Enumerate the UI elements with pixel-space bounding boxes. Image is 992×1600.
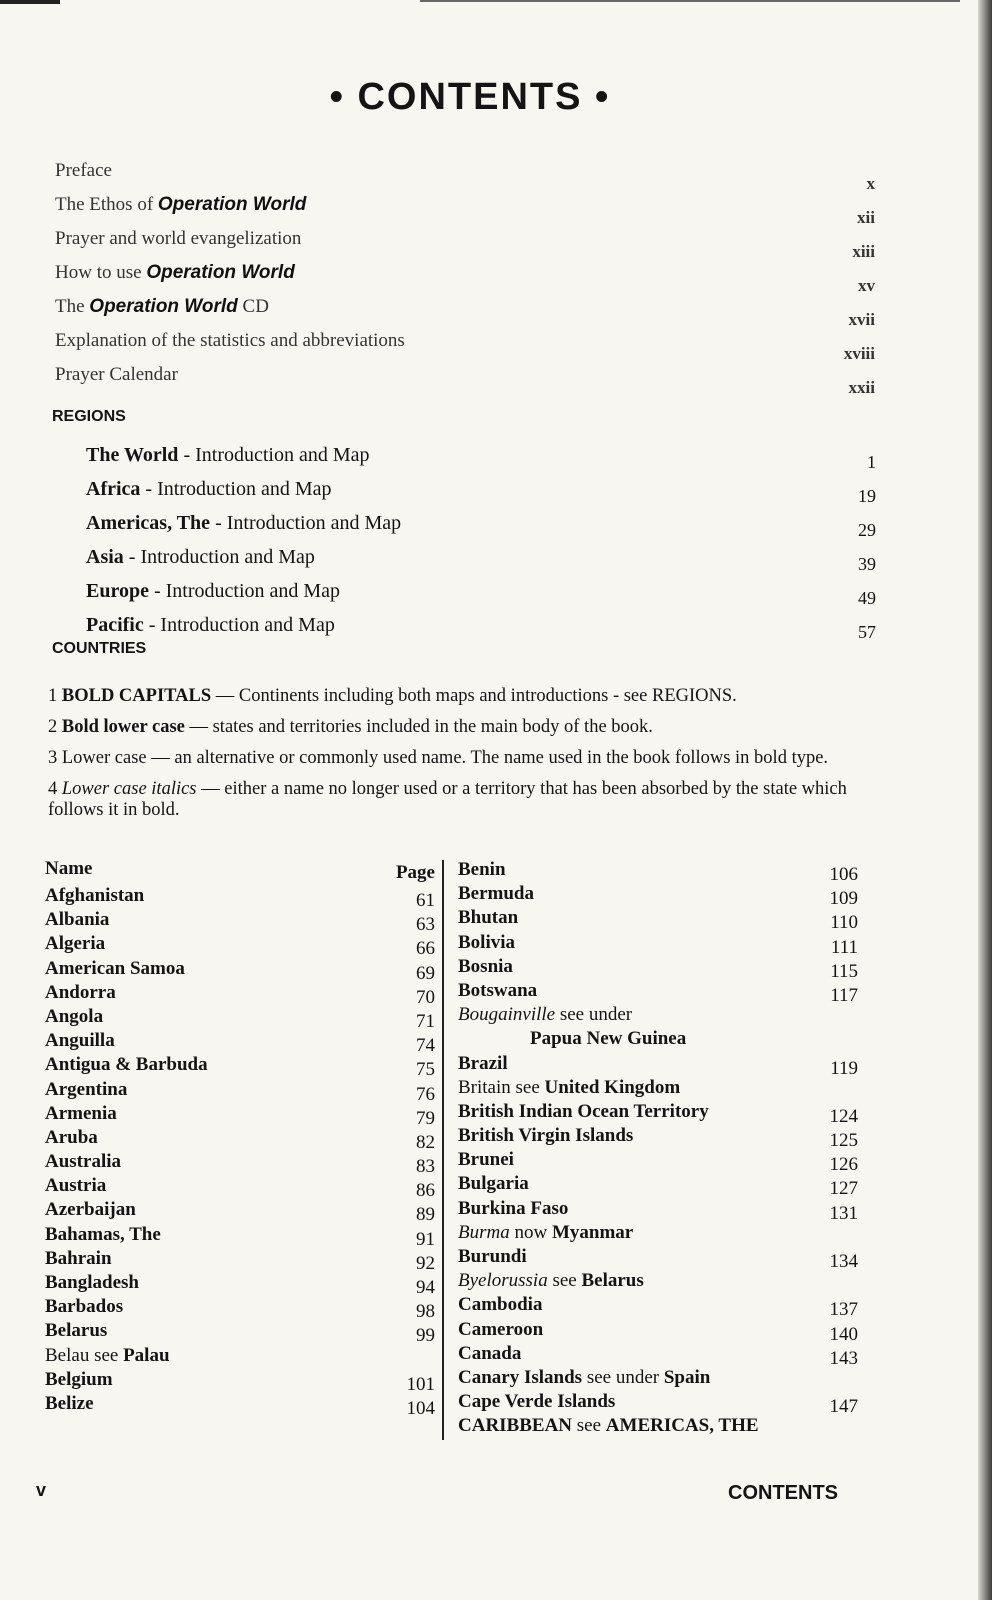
index-entry — [45, 1271, 435, 1298]
index-entry — [458, 1221, 858, 1245]
front-matter-item — [55, 194, 875, 228]
region-page: 49 — [858, 588, 876, 608]
front-matter-label — [55, 330, 405, 352]
index-entry-page: 98 — [416, 1301, 435, 1323]
index-entry-page: 66 — [416, 938, 435, 960]
index-entry-name — [45, 1006, 103, 1027]
index-entry-name — [45, 1151, 121, 1172]
front-matter-label — [55, 228, 301, 250]
index-entry-name — [458, 1101, 709, 1122]
index-entry — [458, 1269, 858, 1293]
text-run: Explanation of the statistics and abbreviations — [55, 330, 405, 351]
page-number: v — [36, 1480, 47, 1500]
text-run: Argentina — [45, 1078, 128, 1100]
text-run: Palau — [123, 1344, 170, 1366]
index-entry-page: 99 — [416, 1325, 435, 1347]
index-entry — [458, 906, 858, 934]
index-entry-name — [458, 1077, 680, 1098]
index-entry-name — [458, 1391, 615, 1412]
region-item — [86, 512, 876, 546]
text-run: Prayer and world evangelization — [55, 228, 302, 249]
text-run: Belarus — [45, 1320, 108, 1342]
index-entry-page: 143 — [829, 1347, 858, 1369]
text-run: see — [547, 1270, 582, 1292]
index-entry-page: 137 — [829, 1299, 858, 1321]
text-run: Angola — [45, 1005, 104, 1027]
index-entry — [458, 1172, 858, 1200]
legend-item — [48, 748, 878, 769]
text-run: Byelorussia — [458, 1270, 548, 1292]
index-entry — [45, 1078, 435, 1105]
index-entry — [45, 1344, 435, 1368]
index-entry — [458, 1366, 858, 1390]
text-run: Bermuda — [458, 883, 534, 905]
index-entry-page: 127 — [829, 1178, 858, 1200]
text-run: Belize — [45, 1392, 94, 1414]
index-entry — [458, 979, 858, 1006]
index-entry-name — [45, 1079, 127, 1100]
region-desc: - Introduction and Map — [140, 478, 332, 500]
text-run: Afghanistan — [45, 885, 145, 906]
index-entry-page: 131 — [829, 1202, 858, 1224]
text-run: Bold lower case — [61, 717, 185, 737]
index-entry-page: 83 — [416, 1156, 435, 1178]
index-entry-page: 106 — [829, 864, 858, 885]
front-matter-item — [55, 296, 875, 330]
index-entry — [458, 1100, 858, 1127]
index-entry-page: 94 — [416, 1277, 435, 1298]
running-footer: CONTENTS — [728, 1482, 838, 1504]
index-entry — [45, 1223, 435, 1250]
region-desc: - Introduction and Map — [210, 512, 402, 534]
index-entry — [45, 1126, 435, 1153]
text-run: Armenia — [45, 1102, 117, 1124]
text-run: 1 — [48, 686, 62, 706]
index-entry-page: 70 — [416, 986, 435, 1008]
index-entry — [45, 981, 435, 1008]
index-entry-name — [458, 956, 513, 977]
text-run: see under — [582, 1366, 664, 1388]
index-entry — [45, 1174, 435, 1202]
index-entry-name — [458, 907, 518, 928]
text-run: Bosnia — [458, 955, 513, 977]
index-entry-page: 126 — [829, 1154, 858, 1176]
page-title: • CONTENTS • — [329, 76, 611, 118]
legend-item — [48, 686, 878, 707]
index-entry-name — [458, 1198, 568, 1219]
index-entry — [45, 1295, 435, 1323]
region-name: Asia — [86, 546, 124, 568]
region-item — [86, 546, 876, 580]
text-run: Bougainville — [458, 1004, 556, 1026]
index-entry-page: 109 — [829, 888, 858, 910]
index-entry-page: 117 — [830, 984, 858, 1006]
index-entry-page: 124 — [829, 1105, 858, 1127]
text-run: Bolivia — [458, 931, 516, 953]
text-run: Belau see — [45, 1344, 124, 1366]
index-entry-name — [45, 1393, 94, 1414]
front-matter-list — [55, 160, 875, 398]
text-run: Papua New Guinea — [530, 1028, 687, 1050]
text-run: Operation World — [146, 262, 295, 283]
text-run: Britain see — [458, 1076, 545, 1098]
index-entry-name — [458, 859, 506, 880]
region-item — [86, 580, 876, 614]
text-run: Belarus — [581, 1270, 644, 1292]
index-entry-name — [458, 883, 534, 904]
text-run: Bulgaria — [458, 1173, 529, 1195]
index-entry-page: 76 — [416, 1083, 435, 1105]
text-run: American Samoa — [45, 957, 185, 979]
index-entry-name — [458, 980, 537, 1001]
text-run: Cape Verde Islands — [458, 1391, 616, 1413]
text-run: Benin — [458, 859, 506, 880]
region-item — [86, 444, 876, 478]
index-entry — [45, 1005, 435, 1032]
index-entry-page: 110 — [830, 912, 858, 934]
text-run: Anguilla — [45, 1030, 115, 1052]
text-run: Bangladesh — [45, 1272, 139, 1293]
text-run: British Virgin Islands — [458, 1125, 634, 1147]
legend-item — [48, 779, 878, 821]
text-run: see — [572, 1415, 606, 1437]
text-run: Bahrain — [45, 1247, 112, 1269]
text-run: Azerbaijan — [45, 1199, 136, 1221]
text-run: Prayer Calendar — [55, 364, 178, 385]
text-run: CARIBBEAN — [458, 1415, 573, 1437]
region-name: Pacific — [86, 614, 144, 636]
index-entry-name — [45, 1199, 136, 1220]
index-entry-page: 91 — [416, 1228, 435, 1250]
region-page: 39 — [858, 554, 876, 574]
index-entry — [458, 1414, 858, 1438]
text-run: 2 — [48, 717, 62, 737]
text-run: — states and territories included in the main body of the book. — [184, 717, 653, 737]
index-entry-name — [458, 1270, 644, 1291]
index-entry-name — [45, 1296, 123, 1317]
index-entry-name — [458, 1319, 543, 1340]
index-entry-name — [458, 1125, 633, 1146]
text-run: BOLD CAPITALS — [61, 686, 212, 706]
index-entry — [458, 1027, 858, 1051]
index-entry-name — [45, 1224, 161, 1245]
front-matter-page: xxii — [848, 378, 875, 397]
page-edge-shadow — [978, 0, 992, 1600]
index-entry — [458, 1293, 858, 1321]
index-entry-page: 115 — [830, 960, 858, 982]
text-run: Albania — [45, 909, 110, 931]
text-run: Aruba — [45, 1126, 98, 1148]
text-run: AMERICAS, THE — [605, 1415, 759, 1437]
text-run: Austria — [45, 1175, 107, 1197]
index-column-left — [45, 858, 435, 1419]
index-entry — [45, 908, 435, 936]
text-run: Lower case italics — [61, 779, 197, 799]
index-entry-name — [45, 933, 105, 954]
text-run: Algeria — [45, 933, 106, 955]
index-entry-name — [458, 1294, 542, 1315]
text-run: Andorra — [45, 981, 116, 1003]
index-entry — [458, 1245, 858, 1272]
index-entry — [458, 955, 858, 982]
index-entry — [458, 1003, 858, 1027]
front-matter-item — [55, 364, 875, 398]
text-run: Spain — [663, 1366, 711, 1388]
text-run: Bahamas, The — [45, 1223, 161, 1245]
index-entry-name — [458, 932, 515, 953]
index-entry — [458, 1148, 858, 1176]
index-entry — [458, 1342, 858, 1369]
column-divider — [442, 860, 444, 1440]
text-run: Australia — [45, 1151, 121, 1173]
index-entry-page: 134 — [829, 1251, 858, 1272]
index-entry-name — [45, 1345, 170, 1366]
index-entry-name — [45, 885, 144, 906]
front-matter-item — [55, 262, 875, 296]
front-matter-page: xii — [857, 208, 875, 227]
text-run: 3 Lower case — an alternative or commonly used name. The name used in the book follows in bold type. — [48, 748, 829, 768]
index-entry-name — [45, 1175, 106, 1196]
front-matter-page: xv — [858, 276, 875, 295]
index-entry — [458, 1318, 858, 1345]
index-entry-page: 86 — [416, 1180, 435, 1202]
index-entry — [458, 931, 858, 958]
regions-list — [86, 444, 876, 648]
index-entry-name — [458, 1053, 508, 1074]
region-desc: - Introduction and Map — [178, 444, 370, 466]
index-entry — [458, 882, 858, 910]
text-run: Burundi — [458, 1246, 527, 1267]
index-entry-page: 92 — [416, 1252, 435, 1274]
index-entry — [45, 1247, 435, 1274]
text-run: Brazil — [458, 1052, 508, 1074]
index-entry — [458, 1197, 858, 1224]
regions-heading: REGIONS — [52, 408, 126, 425]
index-column-right — [458, 858, 858, 1439]
region-desc: - Introduction and Map — [123, 546, 315, 568]
index-entry-name — [458, 1246, 527, 1267]
index-entry-name — [45, 1103, 117, 1124]
text-run: CD — [237, 296, 269, 317]
front-matter-page: xvii — [848, 310, 875, 329]
region-item — [86, 614, 876, 648]
index-entry-page: 147 — [829, 1396, 858, 1418]
index-entry — [45, 1319, 435, 1347]
index-entry-name — [458, 1367, 710, 1388]
index-entry-page: 119 — [830, 1057, 858, 1079]
index-entry-name — [45, 909, 109, 930]
index-entry-page: 69 — [416, 962, 435, 984]
index-entry-name — [45, 1248, 112, 1269]
index-entry-page: 89 — [416, 1204, 435, 1226]
index-entry-page: 140 — [829, 1323, 858, 1345]
index-entry — [458, 858, 858, 885]
index-entry — [45, 1198, 435, 1226]
text-run: Botswana — [458, 979, 538, 1001]
index-entry-name — [45, 958, 185, 979]
index-entry-name — [45, 1320, 107, 1341]
index-entry — [45, 1029, 435, 1057]
front-matter-label — [55, 262, 295, 284]
text-run: Barbados — [45, 1296, 124, 1318]
region-name: The World — [86, 444, 179, 466]
index-entry-name — [458, 1149, 514, 1170]
index-entry-page: 125 — [829, 1130, 858, 1152]
index-entry-page: 82 — [416, 1131, 435, 1153]
text-run: Operation World — [157, 194, 307, 215]
index-entry-name — [45, 1054, 208, 1075]
index-entry-name — [530, 1028, 686, 1049]
front-matter-page: xviii — [843, 344, 875, 363]
index-entry-name — [458, 1415, 759, 1436]
index-entry-page: 74 — [416, 1035, 435, 1057]
index-entry-name — [458, 1343, 521, 1364]
index-entry-page: 75 — [416, 1059, 435, 1081]
text-run: Belgium — [45, 1368, 113, 1390]
text-run: Preface — [55, 160, 112, 181]
countries-legend — [48, 686, 878, 831]
text-run: see under — [555, 1004, 633, 1026]
text-run: — either a name no longer used or a territory that has been absorbed by the state which follows it in bold. — [48, 779, 847, 820]
front-matter-item — [55, 228, 875, 262]
text-run: now — [509, 1221, 552, 1243]
region-page: 1 — [867, 452, 876, 472]
region-page: 29 — [858, 520, 876, 540]
index-header — [45, 858, 435, 884]
region-desc: - Introduction and Map — [143, 614, 335, 636]
region-page: 57 — [858, 622, 876, 642]
text-run: Burma — [458, 1221, 510, 1243]
text-run: 4 — [48, 779, 62, 799]
front-matter-item — [55, 330, 875, 364]
index-entry-name — [45, 1030, 115, 1051]
text-run: How to use — [55, 262, 147, 283]
text-run: — Continents including both maps and introductions - see REGIONS. — [211, 686, 737, 706]
index-entry-name — [45, 1127, 98, 1148]
text-run: Antigua & Barbuda — [45, 1054, 208, 1076]
text-run: Cambodia — [458, 1294, 543, 1316]
index-entry-name — [45, 1272, 139, 1293]
index-entry — [458, 1390, 858, 1418]
index-entry — [458, 1076, 858, 1100]
index-entry-page: 61 — [416, 890, 435, 911]
text-run: Canada — [458, 1342, 522, 1364]
index-entry-page: 104 — [406, 1397, 435, 1419]
region-name: Europe — [86, 580, 149, 602]
front-matter-label — [55, 296, 269, 318]
text-run: The Ethos of — [55, 194, 158, 215]
text-run: Canary Islands — [458, 1366, 583, 1388]
front-matter-page: x — [866, 174, 875, 193]
front-matter-label — [55, 160, 112, 182]
legend-item — [48, 717, 878, 738]
index-entry — [458, 1052, 858, 1079]
index-entry — [45, 957, 435, 984]
index-entry — [45, 1392, 435, 1419]
countries-heading: COUNTRIES — [52, 640, 147, 657]
index-entry — [45, 932, 435, 960]
front-matter-label — [55, 364, 178, 386]
text-run: Brunei — [458, 1149, 514, 1171]
index-header-name: Name — [45, 858, 93, 879]
region-item — [86, 478, 876, 512]
index-entry-page: 63 — [416, 914, 435, 936]
top-edge-mark — [0, 0, 60, 4]
front-matter-page: xiii — [852, 242, 875, 261]
index-header-page: Page — [395, 862, 435, 883]
text-run: Operation World — [89, 296, 238, 317]
text-run: Burkina Faso — [458, 1197, 569, 1219]
text-run: Bhutan — [458, 907, 519, 929]
index-entry-name — [458, 1222, 633, 1243]
index-entry-name — [458, 1004, 632, 1025]
index-entry-page: 101 — [406, 1373, 435, 1395]
index-entry-page: 111 — [830, 936, 858, 958]
front-matter-label — [55, 194, 306, 216]
index-entry-name — [45, 982, 116, 1003]
region-desc: - Introduction and Map — [148, 580, 341, 602]
index-entry — [45, 1150, 435, 1178]
region-name: Americas, The — [86, 512, 211, 534]
text-run: Myanmar — [551, 1221, 634, 1243]
region-name: Africa — [86, 478, 141, 500]
index-entry — [45, 1368, 435, 1395]
text-run: Cameroon — [458, 1318, 544, 1340]
index-entry — [45, 884, 435, 911]
index-entry-name — [45, 1369, 113, 1390]
front-matter-item — [55, 160, 875, 194]
text-run: The — [55, 296, 90, 317]
index-entry-page: 79 — [416, 1107, 435, 1129]
index-entry-name — [458, 1173, 529, 1194]
region-page: 19 — [858, 486, 876, 506]
top-edge-line — [420, 0, 960, 2]
index-entry — [458, 1124, 858, 1152]
index-entry — [45, 1102, 435, 1129]
index-entry-page: 71 — [416, 1010, 435, 1032]
text-run: United Kingdom — [544, 1076, 681, 1098]
text-run: British Indian Ocean Territory — [458, 1100, 709, 1122]
index-entry — [45, 1053, 435, 1081]
